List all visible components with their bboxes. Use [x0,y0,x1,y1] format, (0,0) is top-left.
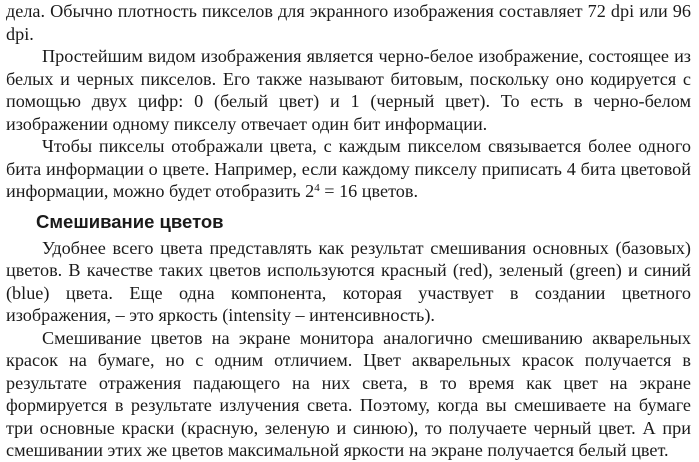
paragraph-intro-end: дела. Обычно плотность пикселов для экранного изображения составляет 72 dpi или 96 dpi. [6,1,691,44]
paragraph-mixing: Смешивание цветов на экране монитора аналогично смешиванию акварельных красок на бумаге, но с одним отличием. Цвет акварельных красок получается в результате отражения падающего на них света, в то время как цвет на экране формируется в результате излучения света. Поэтому, когда вы смешиваете на бумаге три основные краски (красную, зеленую и синюю), то получаете черный цвет. А при смешивании этих же цветов максимальной яркости на экране получается белый цвет. [6,327,691,460]
paragraph-base-colors: Удобнее всего цвета представлять как результат смешивания основных (базовых) цветов. В качестве таких цветов используются красный (red), зеленый (green) и синий (blue) цвета. Еще одна компонента, которая участвует в создании цветного изображения, – это яркость (intensity – интенсивность). [6,237,691,325]
paragraph-color-bits [0,135,699,203]
exponent: 4 [314,182,320,194]
section-heading: Смешивание цветов [36,210,224,232]
paragraph-black-white: Простейшим видом изображения является черно-белое изображение, состоящее из белых и черных пикселов. Его также называют битовым, поскольку оно кодируется с помощью двух цифр: 0 (белый цвет) и 1 (черный цвет). То есть в черно-белом изображении одному пикселу отвечает один бит информации. [6,46,691,134]
paragraph-color-bits-text: Чтобы пикселы отображали цвета, с каждым пикселом связывается более одного бита информации о цвете. Например, если каждому пикселу приписать 4 бита цветовой информации, можно будет отобразить 2 [6,136,691,201]
paragraph-color-bits-result: = 16 цветов. [319,181,419,201]
